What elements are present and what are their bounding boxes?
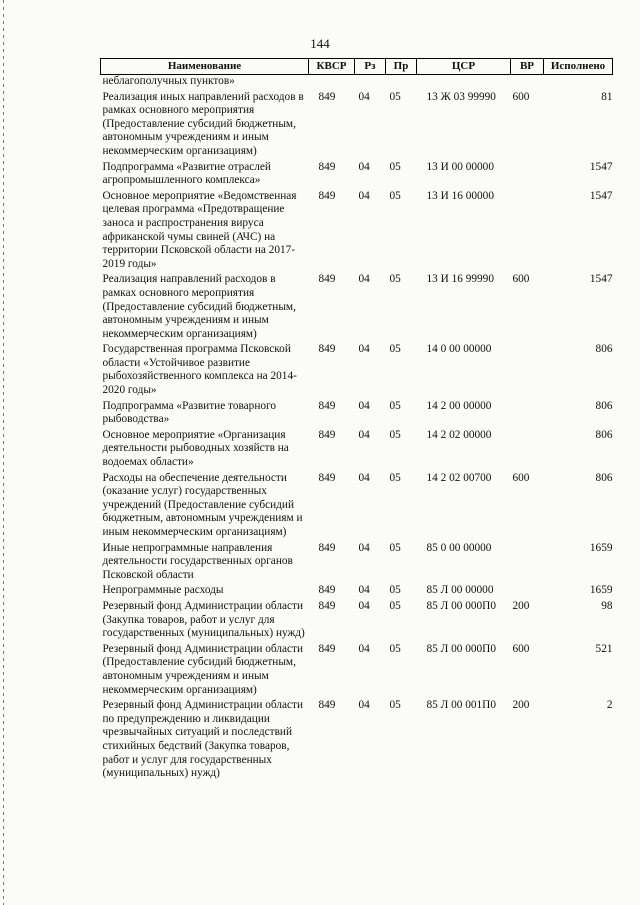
cell-pr: 05 [389, 189, 401, 202]
cell-pr: 05 [389, 471, 401, 484]
table-row [101, 582, 613, 598]
table-row [101, 188, 613, 272]
table-row [101, 89, 613, 159]
cell-isp: 98 [601, 599, 613, 612]
header-vr: ВР [511, 59, 544, 75]
page-number: 144 [310, 36, 330, 51]
cell-csr: 13 И 16 00000 [426, 189, 494, 202]
cell-name: Реализация иных направлений расходов в рамках основного мероприятия (Предоставление субсидий бюджетным, автономным учреждениям и иным некоммерческим организациям) [102, 90, 304, 157]
scan-edge [3, 0, 4, 905]
cell-csr [417, 75, 511, 89]
cell-name: Резервный фонд Администрации области по предупреждению и ликвидации чрезвычайных ситуаций и последствий стихийных бедствий (Закупка товаров, работ и услуг для государственных (муниципальных) нужд) [102, 699, 304, 780]
cell-vr [511, 341, 544, 397]
cell-vr [511, 582, 544, 598]
cell-vr: 600 [512, 90, 530, 103]
cell-name: Основное мероприятие «Ведомственная целевая программа «Предотвращение заноса и распространения вируса африканской чумы свиней (АЧС) на территории Псковской области на 2017-2019 годы» [102, 189, 297, 270]
cell-name: Иные непрограммные направления деятельности государственных органов Псковской области [102, 541, 293, 581]
header-kvsr: КВСР [309, 59, 355, 75]
cell-vr [511, 75, 544, 89]
cell-pr: 05 [389, 428, 401, 441]
header-rz: Рз [355, 59, 386, 75]
cell-csr: 85 Л 00 000П0 [426, 642, 496, 655]
table-header [101, 59, 613, 75]
cell-name: неблагополучных пунктов» [102, 75, 235, 87]
cell-pr: 05 [389, 90, 401, 103]
cell-csr: 13 Ж 03 99990 [426, 90, 496, 103]
cell-kvsr: 849 [318, 160, 336, 173]
cell-vr [511, 398, 544, 427]
cell-isp [544, 75, 613, 89]
header-csr: ЦСР [417, 59, 511, 75]
cell-csr: 13 И 00 00000 [426, 160, 494, 173]
cell-name: Расходы на обеспечение деятельности (оказание услуг) государственных учреждений (Предоставление субсидий бюджетным, автономным учреждениям и иным некоммерческим организациям) [102, 471, 303, 538]
header-pr: Пр [386, 59, 417, 75]
cell-kvsr: 849 [318, 343, 336, 356]
cell-vr [511, 159, 544, 188]
cell-isp: 1659 [589, 541, 613, 554]
cell-vr [511, 188, 544, 272]
cell-name: Непрограммные расходы [102, 584, 224, 597]
cell-name: Реализация направлений расходов в рамках основного мероприятия (Предоставление субсидий бюджетным, автономным учреждениям и иным некоммерческим организациям) [102, 273, 296, 340]
cell-vr: 600 [512, 273, 530, 286]
cell-kvsr: 849 [318, 541, 336, 554]
cell-isp: 1547 [589, 189, 613, 202]
cell-rz: 04 [358, 399, 370, 412]
cell-csr: 14 2 02 00000 [426, 428, 492, 441]
header-isp: Исполнено [544, 59, 613, 75]
cell-isp: 806 [595, 343, 613, 356]
cell-name: Подпрограмма «Развитие товарного рыбоводства» [102, 399, 277, 426]
cell-rz: 04 [358, 541, 370, 554]
cell-kvsr: 849 [318, 90, 336, 103]
cell-kvsr: 849 [318, 599, 336, 612]
cell-pr: 05 [389, 584, 401, 597]
cell-isp: 1547 [589, 160, 613, 173]
table-row [101, 697, 613, 781]
table-row [101, 598, 613, 641]
cell-name: Резервный фонд Администрации области (Закупка товаров, работ и услуг для государственных (муниципальных) нужд) [102, 599, 305, 640]
cell-isp: 1547 [589, 273, 613, 286]
cell-csr: 14 0 00 00000 [426, 343, 492, 356]
cell-vr: 600 [512, 642, 530, 655]
cell-isp: 521 [595, 642, 613, 655]
table-row [101, 75, 613, 89]
cell-vr: 200 [512, 699, 530, 712]
cell-csr: 13 И 16 99990 [426, 273, 494, 286]
cell-kvsr [309, 75, 355, 89]
cell-kvsr: 849 [318, 428, 336, 441]
cell-isp: 806 [595, 428, 613, 441]
table-row [101, 341, 613, 397]
cell-name: Резервный фонд Администрации области (Предоставление субсидий бюджетным, автономным учреждениям и иным некоммерческим организациям) [102, 642, 304, 696]
cell-rz: 04 [358, 699, 370, 712]
cell-name: Основное мероприятие «Организация деятельности рыбоводных хозяйств на водоемах области» [102, 428, 289, 469]
cell-rz: 04 [358, 584, 370, 597]
cell-isp: 81 [601, 90, 613, 103]
cell-kvsr: 849 [318, 189, 336, 202]
cell-csr: 85 Л 00 001П0 [426, 699, 496, 712]
cell-pr: 05 [389, 541, 401, 554]
cell-rz: 04 [358, 599, 370, 612]
table-row [101, 641, 613, 697]
cell-vr: 200 [512, 599, 530, 612]
cell-isp: 806 [595, 471, 613, 484]
cell-pr: 05 [389, 273, 401, 286]
cell-kvsr: 849 [318, 584, 336, 597]
cell-kvsr: 849 [318, 642, 336, 655]
header-name: Наименование [101, 59, 309, 75]
cell-rz: 04 [358, 90, 370, 103]
cell-pr: 05 [389, 343, 401, 356]
cell-rz [355, 75, 386, 89]
table-row [101, 470, 613, 540]
cell-csr: 85 Л 00 00000 [426, 584, 494, 597]
cell-pr: 05 [389, 599, 401, 612]
cell-rz: 04 [358, 189, 370, 202]
cell-pr: 05 [389, 399, 401, 412]
cell-csr: 85 0 00 00000 [426, 541, 492, 554]
cell-rz: 04 [358, 471, 370, 484]
cell-pr: 05 [389, 699, 401, 712]
cell-csr: 14 2 02 00700 [426, 471, 492, 484]
cell-csr: 14 2 00 00000 [426, 399, 492, 412]
cell-vr [511, 540, 544, 583]
cell-vr [511, 427, 544, 470]
cell-rz: 04 [358, 273, 370, 286]
cell-isp: 806 [595, 399, 613, 412]
cell-pr [386, 75, 417, 89]
table-row [101, 398, 613, 427]
table-row [101, 427, 613, 470]
cell-kvsr: 849 [318, 699, 336, 712]
cell-name: Подпрограмма «Развитие отраслей агропромышленного комплекса» [102, 160, 271, 187]
cell-rz: 04 [358, 343, 370, 356]
cell-rz: 04 [358, 160, 370, 173]
cell-kvsr: 849 [318, 471, 336, 484]
budget-table [100, 58, 613, 781]
cell-pr: 05 [389, 642, 401, 655]
table-row [101, 159, 613, 188]
table-row [101, 271, 613, 341]
cell-name: Государственная программа Псковской области «Устойчивое развитие рыбохозяйственного комплекса на 2014-2020 годы» [102, 343, 297, 397]
cell-vr: 600 [512, 471, 530, 484]
cell-kvsr: 849 [318, 273, 336, 286]
table-row [101, 540, 613, 583]
cell-rz: 04 [358, 642, 370, 655]
cell-pr: 05 [389, 160, 401, 173]
cell-kvsr: 849 [318, 399, 336, 412]
cell-csr: 85 Л 00 000П0 [426, 599, 496, 612]
cell-isp: 2 [606, 699, 613, 712]
cell-isp: 1659 [589, 584, 613, 597]
cell-rz: 04 [358, 428, 370, 441]
